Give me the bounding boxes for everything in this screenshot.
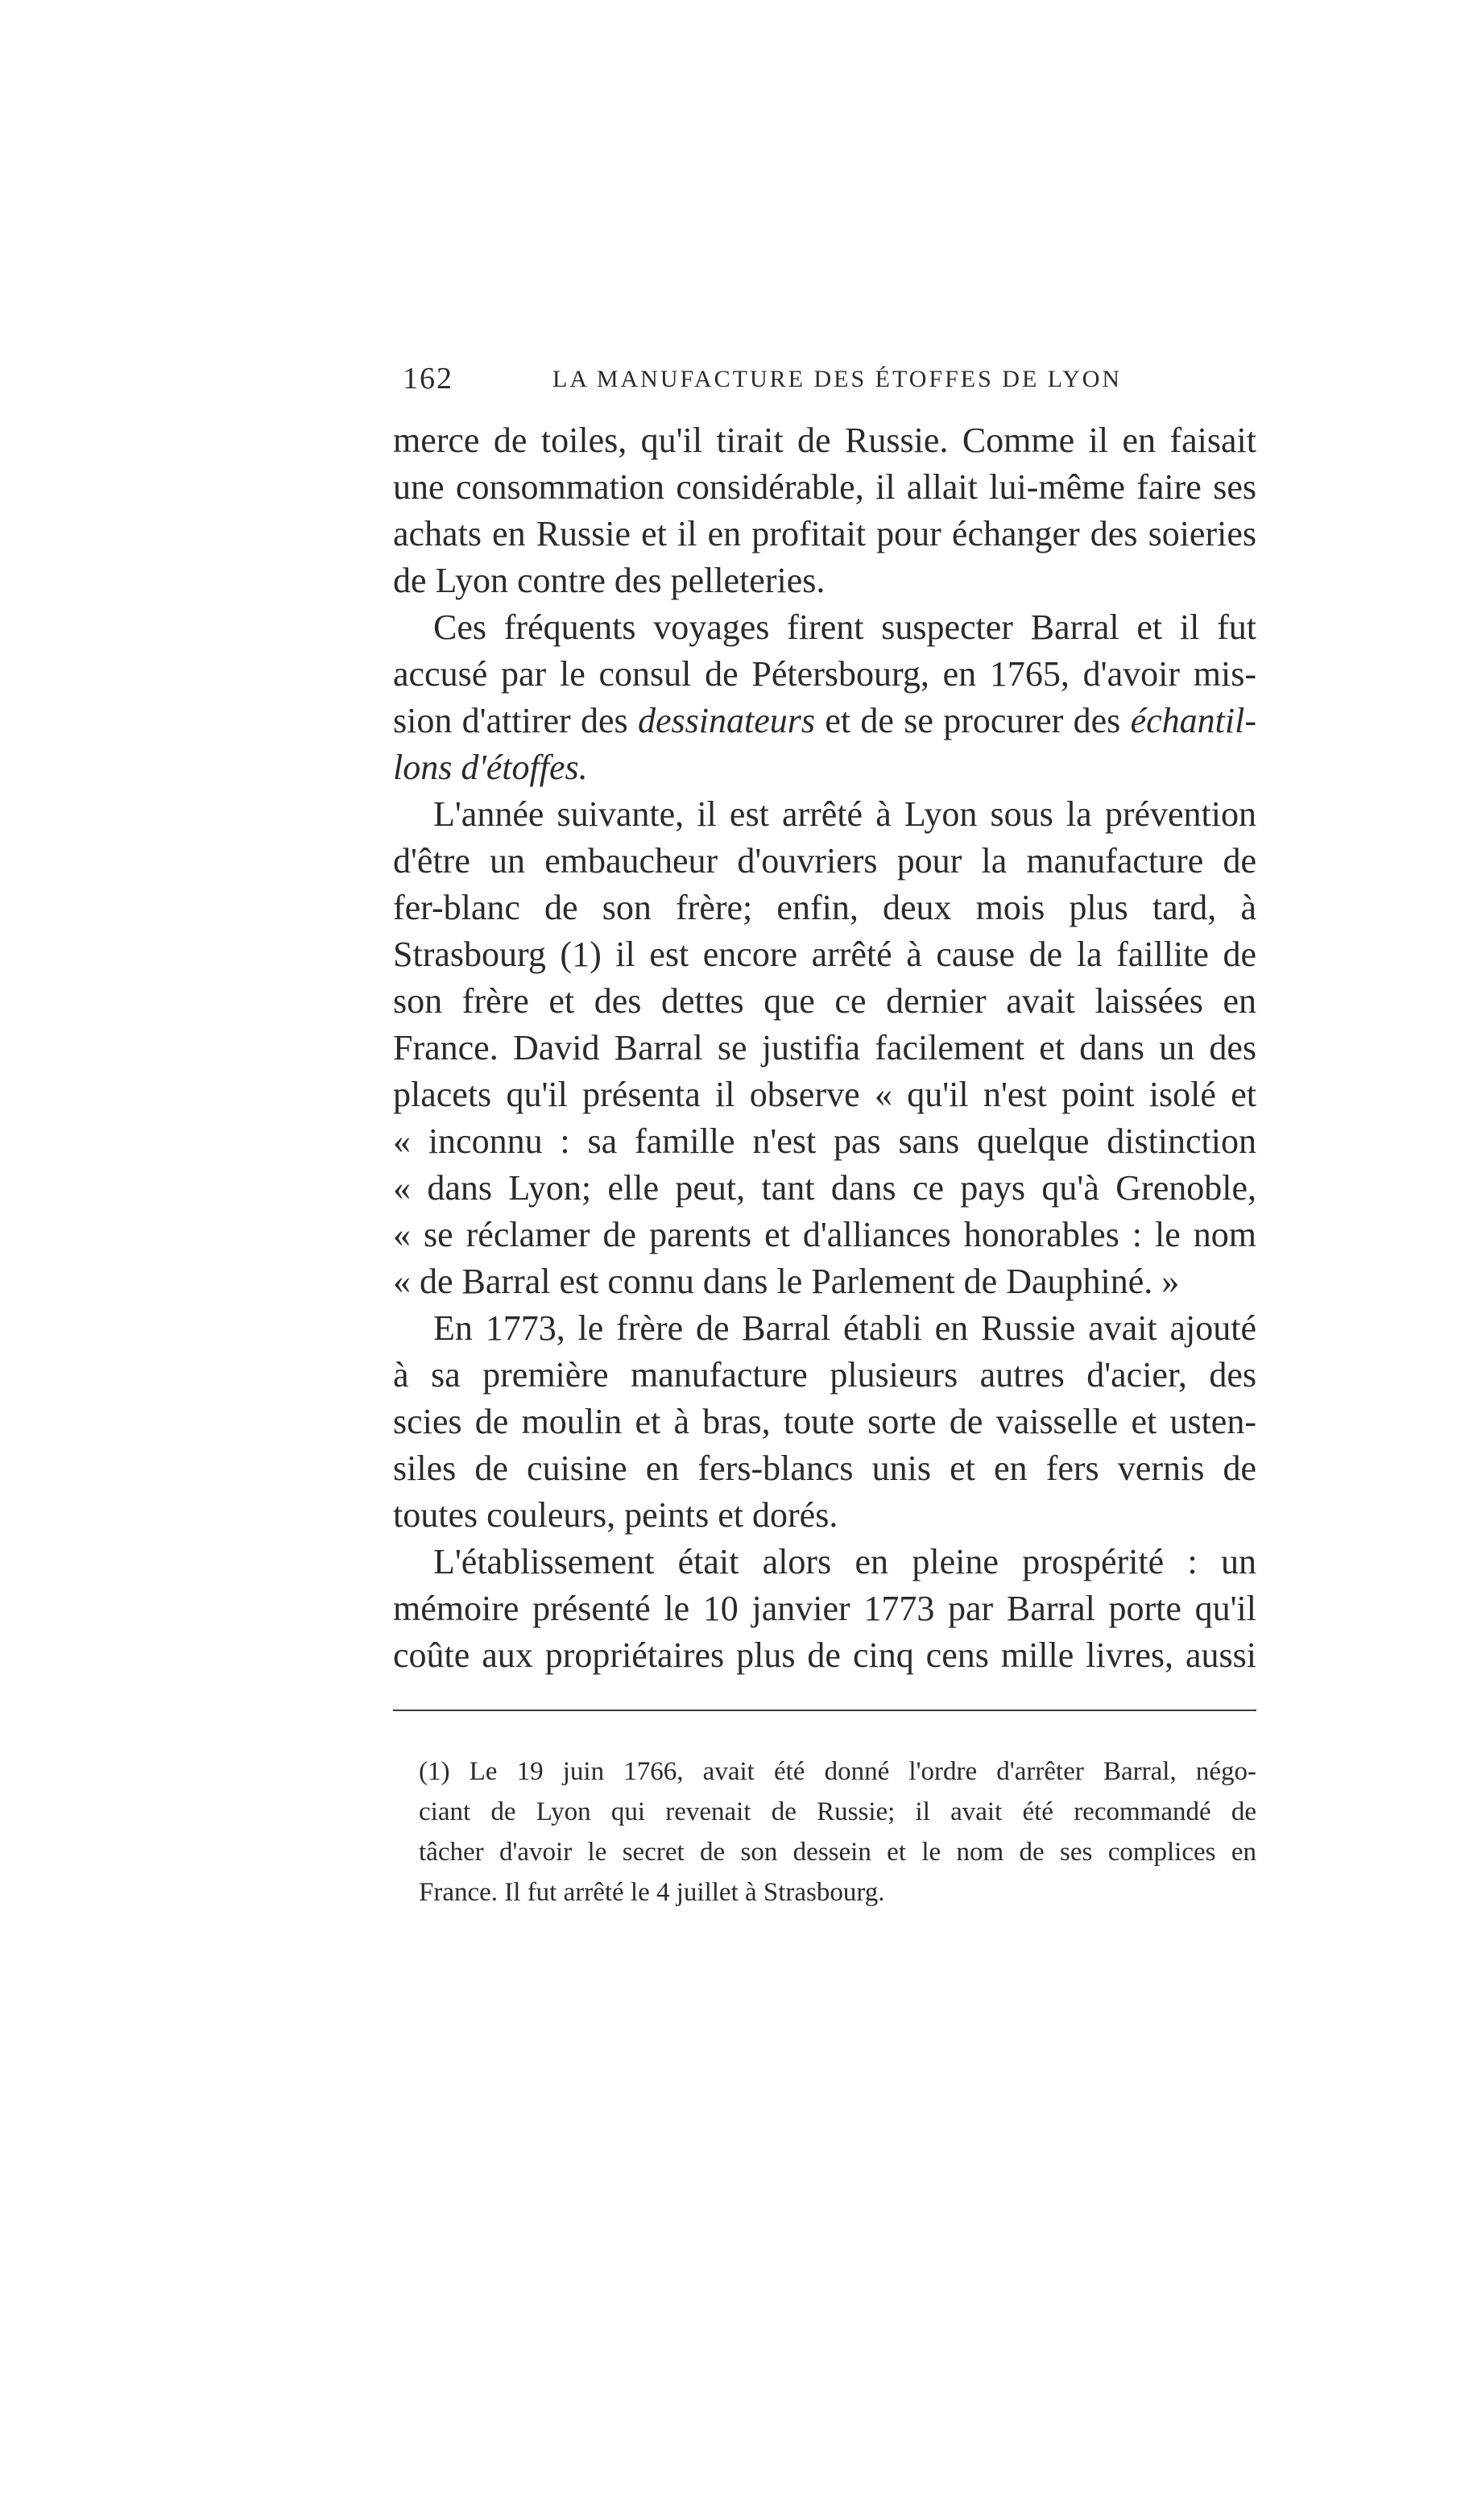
text-line: scies de moulin et à bras, toute sorte de vaisselle et usten- [393, 1402, 1256, 1441]
text-line: Strasbourg (1) il est encore arrêté à cause de la faillite de [393, 935, 1256, 974]
running-title: LA MANUFACTURE DES ÉTOFFES DE LYON [552, 366, 1123, 392]
footnote [419, 1751, 1256, 1913]
italic-term-dessinateurs: dessinateurs [637, 701, 815, 740]
quoted-line: « se réclamer de parents et d'alliances honorables : le nom [393, 1215, 1256, 1254]
text-line: France. David Barral se justifia facilement et dans un des [393, 1028, 1256, 1067]
page-number: 162 [403, 362, 453, 396]
footnote-line: tâcher d'avoir le secret de son dessein et le nom de ses complices en [419, 1838, 1256, 1867]
text-line: placets qu'il présenta il observe « qu'il n'est point isolé et [393, 1075, 1256, 1114]
text-segment: et de se procurer des [825, 701, 1121, 740]
italic-term-etoffes: lons d'étoffes. [393, 748, 588, 787]
text-line: d'être un embaucheur d'ouvriers pour la manufacture de [393, 841, 1256, 881]
text-line: fer-blanc de son frère; enfin, deux mois plus tard, à [393, 888, 1256, 927]
text-line: siles de cuisine en fers-blancs unis et en fers vernis de [393, 1449, 1256, 1488]
italic-term-echantillons: échantil- [1130, 701, 1257, 740]
text-line: accusé par le consul de Pétersbourg, en 1765, d'avoir mis- [393, 654, 1256, 694]
text-line [393, 698, 1256, 744]
quoted-line: « de Barral est connu dans le Parlement de Dauphiné. » [393, 1262, 1180, 1301]
text-segment: sion d'attirer des [393, 701, 628, 740]
text-line: L'année suivante, il est arrêté à Lyon sous la prévention [433, 794, 1256, 834]
quoted-line: « inconnu : sa famille n'est pas sans quelque distinction [393, 1121, 1256, 1161]
text-line: merce de toiles, qu'il tirait de Russie. Comme il en faisait [393, 421, 1256, 460]
text-line: une consommation considérable, il allait lui-même faire ses [393, 467, 1256, 507]
text-line: coûte aux propriétaires plus de cinq cens mille livres, aussi [393, 1635, 1256, 1675]
text-line: son frère et des dettes que ce dernier avait laissées en [393, 981, 1256, 1021]
footnote-line: (1) Le 19 juin 1766, avait été donné l'ordre d'arrêter Barral, négo- [419, 1757, 1256, 1786]
quoted-line: « dans Lyon; elle peut, tant dans ce pays qu'à Grenoble, [393, 1168, 1256, 1208]
text-line: achats en Russie et il en profitait pour échanger des soieries [393, 514, 1256, 553]
text-line: L'établissement était alors en pleine prospérité : un [433, 1542, 1256, 1581]
text-line: En 1773, le frère de Barral établi en Russie avait ajouté [433, 1308, 1256, 1348]
footnote-line: ciant de Lyon qui revenait de Russie; il avait été recommandé de [419, 1797, 1256, 1826]
running-head [403, 361, 1256, 401]
footnote-line: France. Il fut arrêté le 4 juillet à Strasbourg. [419, 1878, 885, 1907]
text-line: toutes couleurs, peints et dorés. [393, 1495, 838, 1535]
text-line: de Lyon contre des pelleteries. [393, 561, 826, 600]
body-text [393, 417, 1256, 1679]
text-line: mémoire présenté le 10 janvier 1773 par Barral porte qu'il [393, 1589, 1256, 1628]
text-line: Ces fréquents voyages firent suspecter Barral et il fut [433, 607, 1256, 647]
text-line: à sa première manufacture plusieurs autres d'acier, des [393, 1355, 1256, 1395]
text-line [393, 744, 1256, 791]
footnote-divider [393, 1710, 1256, 1711]
